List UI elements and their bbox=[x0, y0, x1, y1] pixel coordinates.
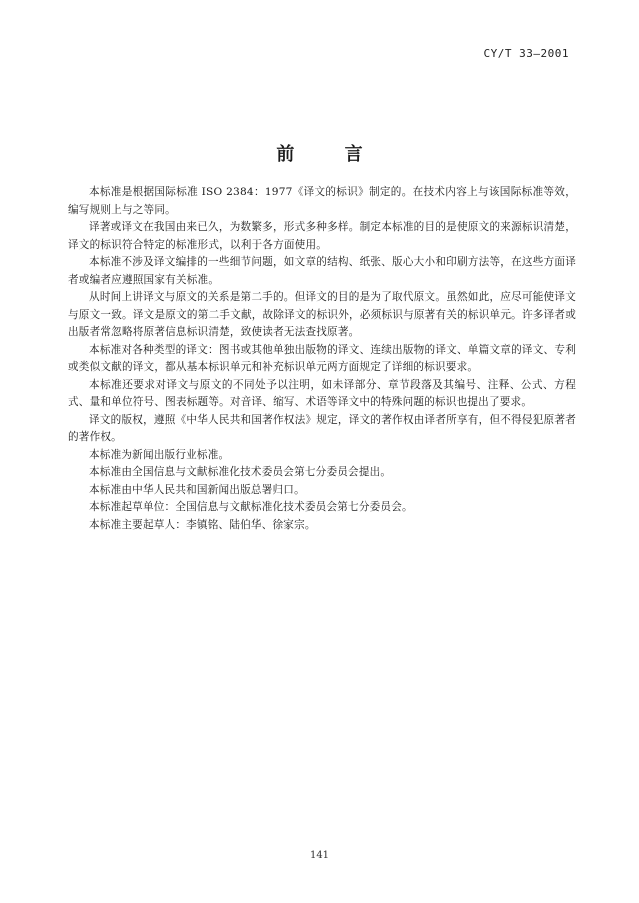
paragraph: 本标准还要求对译文与原文的不同处予以注明，如未译部分、章节段落及其编号、注释、公式、方程式、量和单位符号、图表标题等。对音译、缩写、术语等译文中的特殊问题的标识也提出了要求。 bbox=[68, 378, 576, 408]
paragraph: 译文的版权，遵照《中华人民共和国著作权法》规定，译文的著作权由译者所享有，但不得侵犯原著者的著作权。 bbox=[68, 413, 576, 443]
standard-code: CY/T 33—2001 bbox=[483, 47, 569, 60]
foreword-body bbox=[68, 184, 576, 534]
paragraph: 本标准为新闻出版行业标准。 bbox=[89, 448, 230, 461]
paragraph: 本标准对各种类型的译文：图书或其他单独出版物的译文、连续出版物的译文、单篇文章的译文、专利或类似文献的译文，都从基本标识单元和补充标识单元两方面规定了详细的标识要求。 bbox=[68, 343, 576, 373]
paragraph: 译著或译文在我国由来已久，为数繁多，形式多种多样。制定本标准的目的是使原文的来源标识清楚，译文的标识符合特定的标准形式，以利于各方面使用。 bbox=[68, 221, 576, 251]
page-number: 141 bbox=[309, 850, 330, 861]
paragraph: 本标准由中华人民共和国新闻出版总署归口。 bbox=[89, 483, 305, 496]
paragraph: 本标准是根据国际标准 ISO 2384：1977《译文的标识》制定的。在技术内容上与该国际标准等效，编写规则上与之等同。 bbox=[68, 186, 576, 216]
paragraph: 从时间上讲译文与原文的关系是第二手的。但译文的目的是为了取代原文。虽然如此，应尽可能使译文与原文一致。译文是原文的第二手文献，故除译文的标识外，必须标识与原著有关的标识单元。许多译者或出版者常忽略将原著信息标识清楚，致使读者无法查找原著。 bbox=[68, 291, 576, 338]
paragraph: 本标准主要起草人：李镇铭、陆伯华、徐家宗。 bbox=[89, 518, 316, 531]
page-title: 前 言 bbox=[276, 144, 385, 165]
paragraph: 本标准由全国信息与文献标准化技术委员会第七分委员会提出。 bbox=[89, 466, 392, 478]
paragraph: 本标准起草单位：全国信息与文献标准化技术委员会第七分委员会。 bbox=[89, 501, 413, 513]
paragraph: 本标准不涉及译文编排的一些细节问题，如文章的结构、纸张、版心大小和印刷方法等，在这些方面译者或编者应遵照国家有关标准。 bbox=[68, 256, 576, 286]
